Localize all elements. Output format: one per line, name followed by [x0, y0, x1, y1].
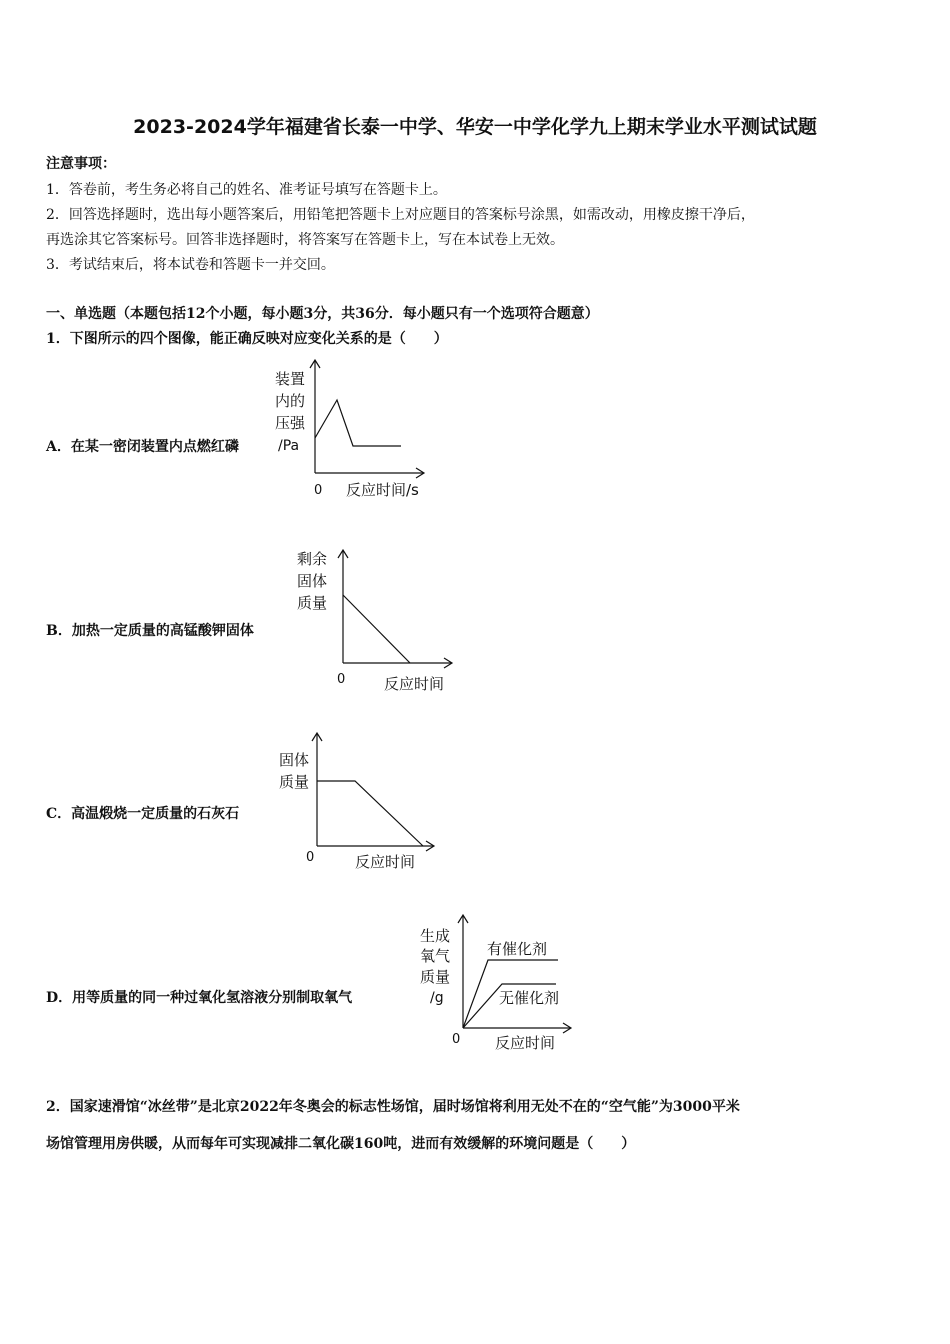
option-c-graph — [275, 728, 445, 876]
option-c-label: C．高温煅烧一定质量的石灰石 — [46, 806, 240, 822]
y-label-line: 内的 — [275, 392, 306, 410]
option-b-graph — [290, 545, 465, 695]
notice-heading: 注意事项： — [46, 156, 116, 172]
y-label-line: 固体 — [297, 572, 328, 590]
notice-item: 再选涂其它答案标号。回答非选择题时，将答案写在答题卡上，写在本试卷上无效。 — [46, 232, 564, 248]
question-2-line: 场馆管理用房供暖，从而每年可实现减排二氧化碳160吨，进而有效缓解的环境问题是（ ） — [46, 1136, 636, 1152]
option-b-label: B．加热一定质量的高锰酸钾固体 — [46, 623, 254, 639]
x-axis-label: 反应时间 — [495, 1034, 556, 1052]
y-label-line: /g — [430, 990, 444, 1006]
origin-label: 0 — [314, 483, 323, 498]
y-label-line: 质量 — [420, 968, 451, 986]
x-axis-label: 反应时间 — [384, 675, 445, 693]
y-label-line: 质量 — [279, 773, 310, 791]
question-2-line: 2．国家速滑馆“冰丝带”是北京2022年冬奥会的标志性场馆，届时场馆将利用无处不在的“空气能”为3000平米 — [46, 1099, 740, 1115]
y-label-line: 装置 — [275, 370, 306, 388]
page-title: 2023-2024学年福建省长泰一中学、华安一中学化学九上期末学业水平测试试题 — [133, 116, 817, 138]
y-label-line: 生成 — [420, 927, 451, 945]
mass-curve — [343, 595, 410, 663]
curve-label-no-catalyst: 无催化剂 — [499, 989, 560, 1007]
x-axis-label: 反应时间 — [355, 853, 416, 871]
notice-item: 1．答卷前，考生务必将自己的姓名、准考证号填写在答题卡上。 — [46, 182, 447, 198]
notice-item: 2．回答选择题时，选出每小题答案后，用铅笔把答题卡上对应题目的答案标号涂黑，如需改动，用橡皮擦干净后， — [46, 207, 755, 223]
y-label-line: 剩余 — [297, 550, 328, 568]
curve-label-catalyst: 有催化剂 — [487, 940, 548, 958]
option-a-label: A．在某一密闭装置内点燃红磷 — [46, 439, 239, 455]
x-axis-label: 反应时间/s — [346, 481, 419, 499]
y-label-line: 氧气 — [420, 947, 451, 965]
pressure-curve — [315, 400, 401, 446]
y-label-line: 质量 — [297, 594, 328, 612]
y-label-line: 压强 — [275, 414, 306, 432]
option-d-label: D．用等质量的同一种过氧化氢溶液分别制取氧气 — [46, 990, 353, 1006]
y-label-line: 固体 — [279, 751, 310, 769]
origin-label: 0 — [452, 1032, 461, 1047]
y-label-line: /Pa — [278, 438, 300, 454]
notice-item: 3．考试结束后，将本试卷和答题卡一并交回。 — [46, 257, 335, 273]
option-d-graph — [415, 910, 580, 1055]
option-a-graph — [270, 355, 440, 500]
origin-label: 0 — [337, 672, 346, 687]
mass-curve — [317, 781, 423, 846]
origin-label: 0 — [306, 850, 315, 865]
section-heading: 一、单选题（本题包括12个小题，每小题3分，共36分．每小题只有一个选项符合题意） — [46, 306, 599, 322]
question-1-stem: 1．下图所示的四个图像，能正确反映对应变化关系的是（ ） — [46, 331, 448, 347]
